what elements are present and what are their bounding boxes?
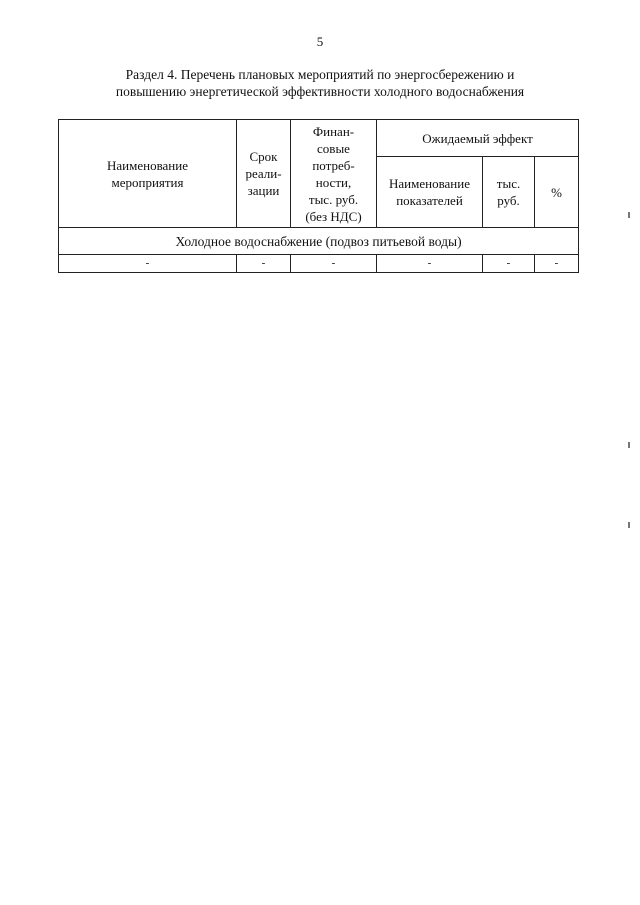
table-cell: -	[483, 255, 535, 273]
table-cell: -	[291, 255, 377, 273]
header-finance-line: потреб-	[312, 157, 355, 173]
header-period-line: Срок	[249, 149, 278, 164]
header-measure-name	[59, 120, 237, 228]
group-row-cold-water: Холодное водоснабжение (подвоз питьевой воды)	[59, 228, 579, 255]
header-period	[237, 120, 291, 228]
table-cell: -	[377, 255, 483, 273]
header-indicator-line: Наименование	[389, 176, 470, 191]
scan-speck	[628, 442, 630, 448]
header-finance-line: тыс. руб.	[308, 191, 359, 207]
header-finance-line: Финан-	[312, 123, 355, 139]
header-indicator-name	[377, 157, 483, 228]
header-thousand-rub	[483, 157, 535, 228]
measures-table	[58, 119, 579, 273]
page-number: 5	[316, 34, 324, 49]
header-expected-effect: Ожидаемый эффект	[377, 120, 579, 157]
header-measure-name-line: Наименование	[107, 157, 188, 173]
table-cell: -	[237, 255, 291, 273]
section-title-line-1: Раздел 4. Перечень плановых мероприятий по энергосбережению и	[125, 67, 515, 82]
table-row	[59, 255, 579, 273]
header-finance	[291, 120, 377, 228]
header-finance-line: ности,	[315, 174, 352, 190]
header-finance-line: (без НДС)	[305, 208, 362, 224]
table-cell: -	[535, 255, 579, 273]
section-title	[60, 66, 580, 100]
table-cell: -	[59, 255, 237, 273]
header-thousand-rub-line: тыс.	[496, 176, 521, 191]
section-title-line-2: повышению энергетической эффективности холодного водоснабжения	[115, 84, 525, 99]
header-percent: %	[535, 157, 579, 228]
header-finance-line: совые	[317, 140, 350, 156]
header-period-line: зации	[247, 183, 280, 198]
scan-speck	[628, 212, 630, 218]
header-measure-name-line: мероприятия	[111, 174, 184, 190]
header-thousand-rub-line: руб.	[497, 193, 520, 208]
header-indicator-line: показателей	[396, 193, 463, 208]
scan-speck	[628, 522, 630, 528]
header-period-line: реали-	[245, 166, 282, 181]
